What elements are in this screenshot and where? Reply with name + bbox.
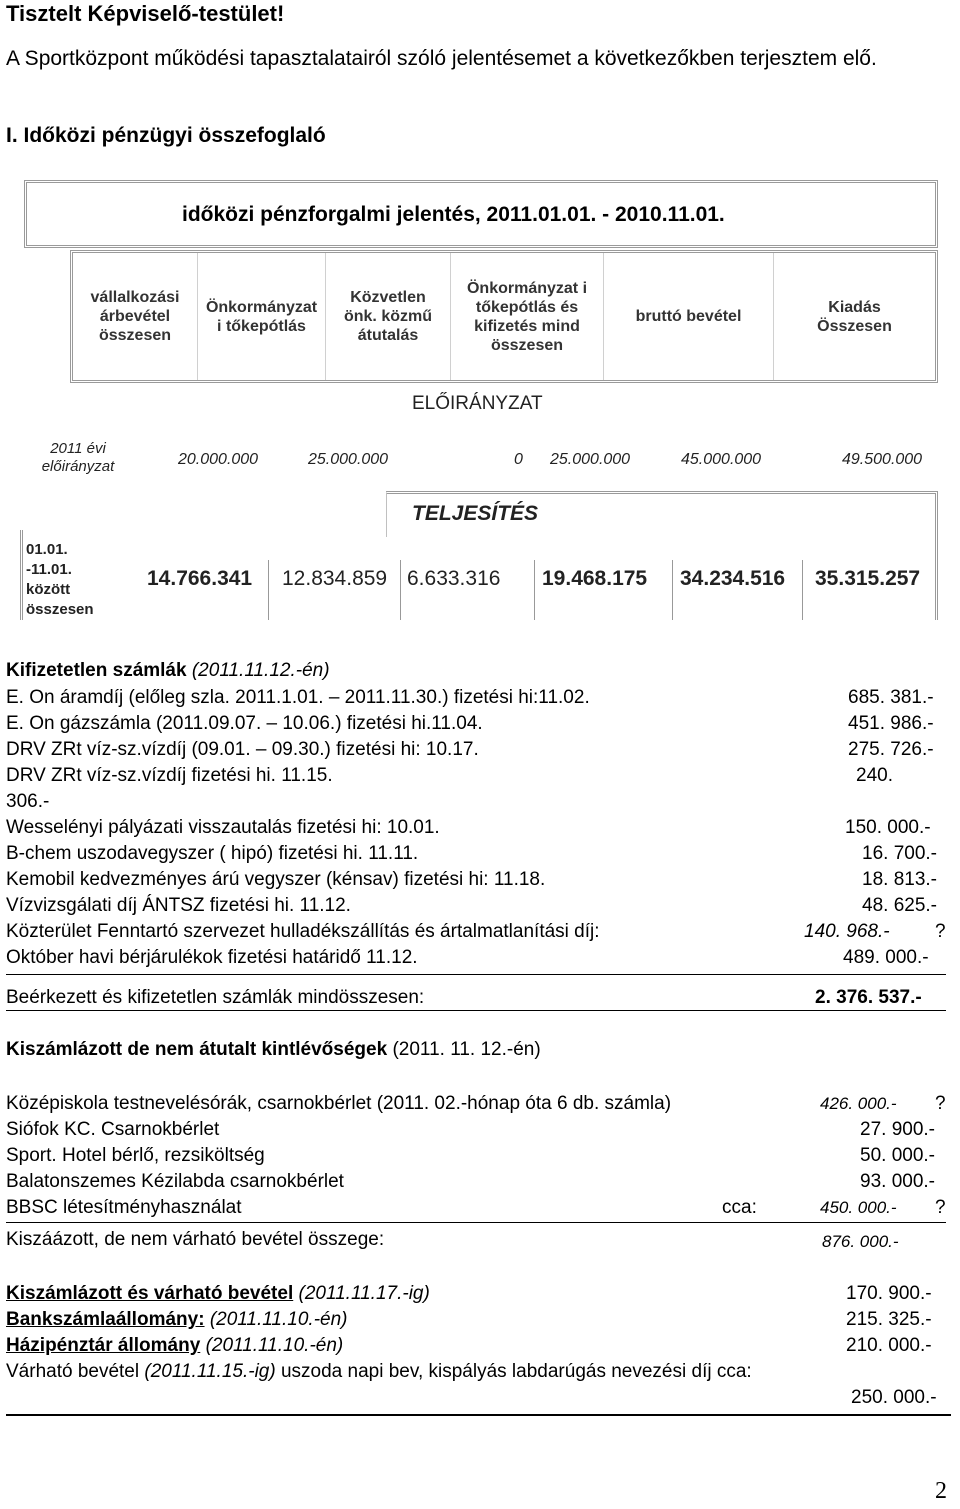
column-header: Közvetlen önk. közmű átutalás (326, 253, 451, 380)
actual-value: 14.766.341 (147, 567, 253, 590)
report-table-title: időközi pénzforgalmi jelentés, 2011.01.01. - 2010.11.01. (182, 203, 725, 226)
divider-line (6, 1010, 946, 1011)
question-mark: ? (935, 1093, 946, 1114)
bank-balance-label: Bankszámlaállomány: (6, 1309, 205, 1330)
expected-income-line (6, 1282, 430, 1306)
unpaid-heading (6, 659, 330, 683)
plan-value: 49.500.000 (842, 451, 923, 468)
column-divider (400, 560, 401, 620)
actual-value: 34.234.516 (680, 567, 786, 590)
divider-line (6, 1222, 946, 1223)
receivables-heading-label: Kiszámlázott de nem átutalt kintlévőségek (6, 1039, 388, 1060)
column-divider (534, 560, 535, 620)
unpaid-item-amount: 18. 813.- (862, 869, 937, 890)
report-table-header (70, 250, 938, 383)
cash-balance-label: Házipénztár állomány (6, 1335, 201, 1356)
receivable-item-amount: 93. 000.- (860, 1171, 935, 1192)
pool-income-text: uszoda napi bev, kispályás labdarúgás nevezési díj cca: (280, 1361, 752, 1382)
receivable-item-text: Balatonszemes Kézilabda csarnokbérlet (6, 1171, 344, 1192)
receivable-item-text: Siófok KC. Csarnokbérlet (6, 1119, 220, 1140)
column-header: bruttó bevétel (604, 253, 774, 380)
bank-balance-amount: 215. 325.- (846, 1309, 932, 1330)
section-heading: I. Időközi pénzügyi összefoglaló (6, 124, 326, 147)
plan-row-label: 2011 évi előirányzat (41, 440, 115, 475)
unpaid-item-text: 306.- (6, 791, 50, 812)
unpaid-item-text: Közterület Fenntartó szervezet hulladékszállítás és ártalmatlanítási díj: (6, 921, 600, 942)
actual-value: 12.834.859 (282, 567, 388, 590)
expected-income-label: Kiszámlázott és várható bevétel (6, 1283, 294, 1304)
bank-balance-line (6, 1308, 347, 1332)
cash-balance-amount: 210. 000.- (846, 1335, 932, 1356)
plan-value: 20.000.000 (178, 451, 259, 468)
actual-section-label: TELJESÍTÉS (412, 502, 539, 525)
plan-value: 45.000.000 (681, 451, 762, 468)
receivable-item-text: Középiskola testnevelésórák, csarnokbérlet (2011. 02.-hónap óta 6 db. számla) (6, 1093, 672, 1114)
pool-income-amount: 250. 000.- (851, 1387, 937, 1408)
unpaid-item-amount: 275. 726.- (848, 739, 934, 760)
column-header: Kiadás Összesen (817, 298, 892, 335)
question-mark: ? (935, 921, 946, 942)
unpaid-total-amount: 2. 376. 537.- (815, 987, 922, 1008)
receivable-item-prefix: cca: (722, 1197, 757, 1218)
unpaid-item-amount: 150. 000.- (845, 817, 931, 838)
actual-value: 35.315.257 (815, 567, 921, 590)
unpaid-item-amount: 240. (856, 765, 893, 786)
receivable-item-amount: 450. 000.- (820, 1198, 897, 1217)
actual-value: 6.633.316 (407, 567, 501, 590)
pool-income-label: Várható bevétel (6, 1361, 140, 1382)
unpaid-item-text: DRV ZRt víz-sz.vízdíj fizetési hi. 11.15. (6, 765, 333, 786)
receivable-item-text: BBSC létesítményhasználat (6, 1197, 242, 1218)
unpaid-item-amount: 16. 700.- (862, 843, 937, 864)
receivable-item-amount: 27. 900.- (860, 1119, 935, 1140)
pool-income-date: (2011.11.15.-ig) (144, 1361, 276, 1382)
not-expected-amount: 876. 000.- (822, 1232, 899, 1251)
unpaid-item-amount: 451. 986.- (848, 713, 934, 734)
divider-line (6, 1414, 951, 1416)
cash-balance-date: (2011.11.10.-én) (205, 1335, 344, 1356)
unpaid-item-text: DRV ZRt víz-sz.vízdíj (09.01. – 09.30.) fizetési hi: 10.17. (6, 739, 479, 760)
expected-income-amount: 170. 900.- (846, 1283, 932, 1304)
expected-income-date: (2011.11.17.-ig) (298, 1283, 430, 1304)
actual-value: 19.468.175 (542, 567, 648, 590)
report-table-title-box (24, 180, 938, 248)
divider-line (6, 974, 946, 975)
receivable-item-text: Sport. Hotel bérlő, rezsiköltség (6, 1145, 265, 1166)
question-mark: ? (935, 1197, 946, 1218)
column-header: vállalkozási árbevétel összesen (73, 253, 198, 380)
column-header: Önkormányzat i tőkepótlás és kifizetés mind összesen (451, 253, 604, 380)
cash-balance-line (6, 1334, 343, 1358)
unpaid-item-amount: 685. 381.- (848, 687, 934, 708)
column-divider (672, 560, 673, 620)
unpaid-heading-label: Kifizetetlen számlák (6, 660, 187, 681)
actual-row-label: 01.01. -11.01. között összesen (26, 541, 94, 618)
pool-income-line (6, 1360, 752, 1384)
page-number: 2 (935, 1478, 947, 1504)
unpaid-item-amount: 140. 968.- (804, 921, 890, 942)
unpaid-item-text: Kemobil kedvezményes árú vegyszer (kénsav) fizetési hi: 11.18. (6, 869, 546, 890)
page-title: Tisztelt Képviselő-testület! (6, 1, 285, 26)
bank-balance-date: (2011.11.10.-én) (209, 1309, 348, 1330)
unpaid-item-amount: 489. 000.- (843, 947, 929, 968)
plan-value: 0 (514, 451, 523, 468)
unpaid-item-text: Október havi bérjárulékok fizetési határidő 11.12. (6, 947, 418, 968)
receivables-heading-date: (2011. 11. 12.-én) (392, 1039, 541, 1060)
unpaid-item-text: E. On gázszámla (2011.09.07. – 10.06.) fizetési hi.11.04. (6, 713, 483, 734)
column-divider (268, 560, 269, 620)
plan-value: 25.000.000 (308, 451, 389, 468)
unpaid-item-text: E. On áramdíj (előleg szla. 2011.1.01. – 2011.11.30.) fizetési hi:11.02. (6, 687, 590, 708)
plan-value: 25.000.000 (550, 451, 631, 468)
plan-section-label: ELŐIRÁNYZAT (412, 393, 543, 414)
unpaid-item-text: B-chem uszodavegyszer ( hipó) fizetési hi. 11.11. (6, 843, 419, 864)
unpaid-item-amount: 48. 625.- (862, 895, 937, 916)
receivable-item-amount: 50. 000.- (860, 1145, 935, 1166)
receivables-heading (6, 1038, 541, 1062)
not-expected-label: Kiszáázott, de nem várható bevétel összege: (6, 1229, 385, 1250)
column-header: Önkormányzat i tőkepótlás (198, 253, 326, 380)
column-divider (802, 560, 803, 620)
unpaid-item-text: Vízvizsgálati díj ÁNTSZ fizetési hi. 11.12. (6, 895, 351, 916)
unpaid-total-label: Beérkezett és kifizetetlen számlák mindösszesen: (6, 987, 425, 1008)
unpaid-heading-date: (2011.11.12.-én) (191, 660, 330, 681)
intro-paragraph: A Sportközpont működési tapasztalatairól szóló jelentésemet a következőkben terjesztem elő. (6, 47, 877, 70)
unpaid-item-text: Wesselényi pályázati visszautalás fizetési hi: 10.01. (6, 817, 440, 838)
receivable-item-amount: 426. 000.- (820, 1094, 897, 1113)
